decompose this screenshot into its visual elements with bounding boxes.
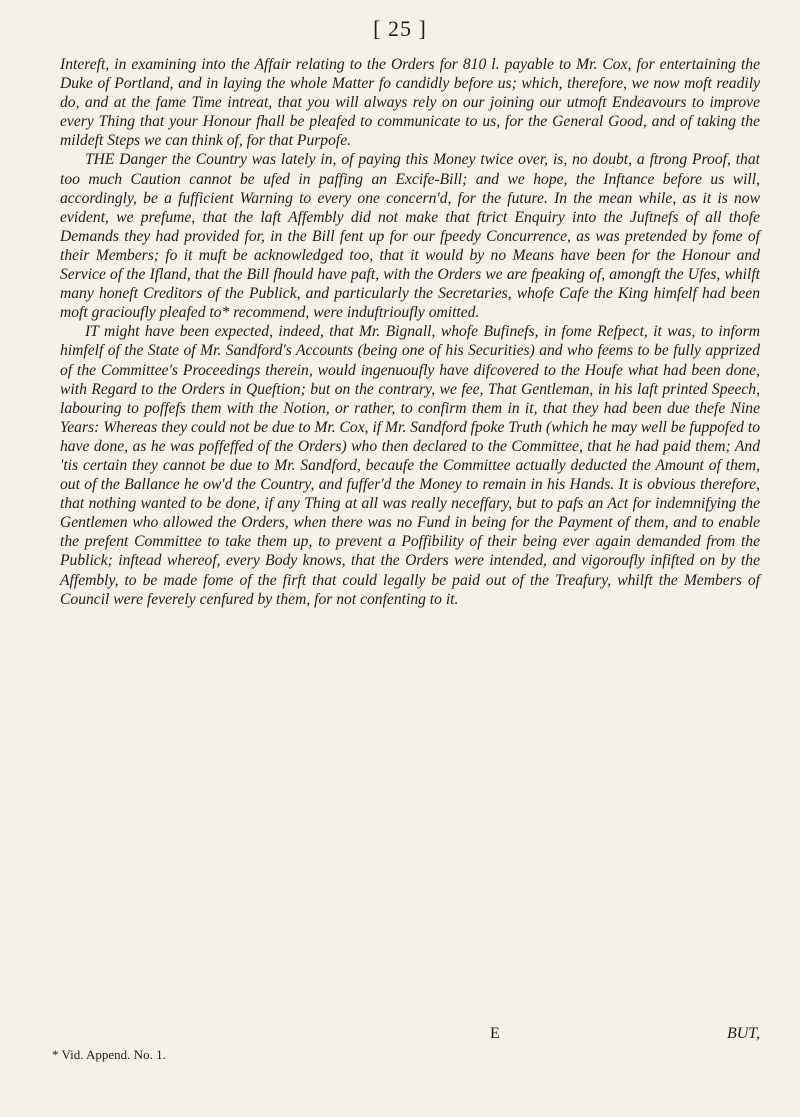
catchword: BUT, [726,1025,760,1042]
page-number: [ 25 ] [373,16,427,41]
body-text [60,55,760,609]
paragraph: Intereft, in examining into the Affair relating to the Orders for 810 l. payable to Mr. Cox, for entertaining the Duke of Portland, and in laying the whole Matter fo candidly before us; which, therefore, we now moft readily do, and at the fame Time intreat, that you will always rely on our joining our utmoft Endeavours to improve every Thing that your Honour fhall be pleafed to communicate to us, for the General Good, and of taking the mildeft Steps we can think of, for that Purpofe. [60,56,760,150]
footnote: * Vid. Append. No. 1. [52,1047,166,1062]
signature-mark: E [490,1025,500,1042]
paragraph: THE Danger the Country was lately in, of paying this Money twice over, is, no doubt, a ftrong Proof, that too much Caution cannot be ufed in paffing an Excife-Bill; and we hope, the Inftance before us will, accordingly, be a fufficient Warning to every one concern'd, for the future. In the mean while, as it is now evident, we prefume, that the laft Affembly did not make that ftrict Enquiry into the Juftnefs of all thofe Demands they had provided for, in the Bill fent up for our fpeedy Concurrence, as was pretended by fome of their Members; fo it muft be acknowledged too, that it would by no Means have been for the Honour and Service of the Ifland, that the Bill fhould have paft, with the Orders we are fpeaking of, amongft the Ufes, whilft many honeft Creditors of the Publick, and particularly the Secretaries, whofe Cafe the King himfelf had been moft gracioufly pleafed to* recommend, were induftrioufly omitted. [60,151,760,322]
page-foot [60,1025,760,1049]
paragraph: IT might have been expected, indeed, that Mr. Bignall, whofe Bufinefs, in fome Refpect, it was, to inform himfelf of the State of Mr. Sandford's Accounts (being one of his Securities) and who feems to be fully apprized of the Committee's Proceedings therein, would ingenuoufly have difcovered to the Houfe what had been done, with Regard to the Orders in Queftion; but on the contrary, we fee, That Gentleman, in his laft printed Speech, labouring to poffefs them with the Notion, or rather, to confirm them in it, that they had been due thefe Nine Years: Whereas they could not be due to Mr. Cox, if Mr. Sandford fpoke Truth (which he may well be fuppofed to have done, as he was poffeffed of the Orders) who then declared to the Committee, that he had paid them; And 'tis certain they cannot be due to Mr. Sandford, becaufe the Committee actually deducted the Amount of them, out of the Ballance he ow'd the Country, and fuffer'd the Money to remain in his Hands. It is obvious therefore, that nothing wanted to be done, if any Thing at all was really neceffary, but to pafs an Act for indemnifying the Gentlemen who allowed the Orders, when there was no Fund in being for the Payment of them, and to enable the prefent Committee to take them up, to prevent a Poffibility of their being ever again demanded from the Publick; inftead whereof, every Body knows, that the Orders were intended, and vigoroufly infifted on by the Affembly, to be made fome of the firft that could legally be paid out of the Treafury, whilft the Members of Council were feverely cenfured by them, for not confenting to it. [60,323,760,608]
